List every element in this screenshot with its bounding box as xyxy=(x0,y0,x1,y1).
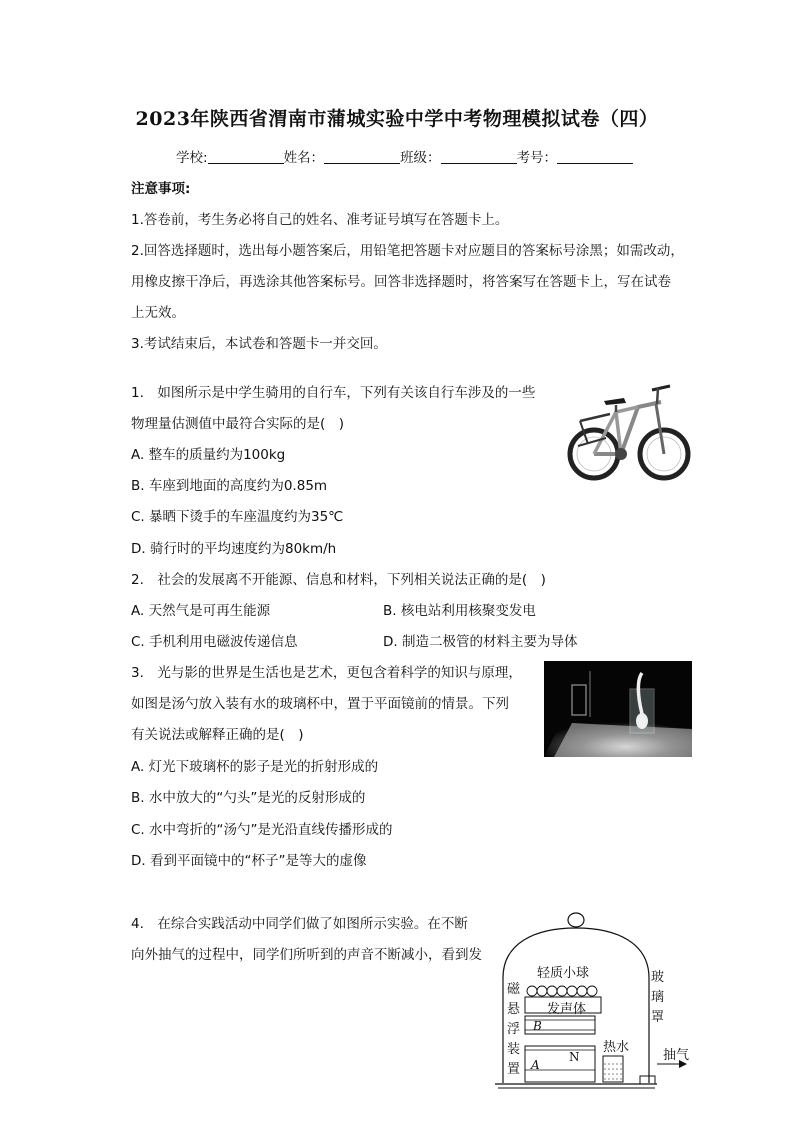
label-n: N xyxy=(569,1050,580,1064)
q3-option-d[interactable]: D. 看到平面镜中的“杯子”是等大的虚像 xyxy=(131,853,367,869)
notice-item-2-line-1: 2.回答选择题时，选出每小题答案后，用铅笔把答题卡对应题目的答案标号涂黑；如需改动， xyxy=(131,243,684,259)
q1-option-b[interactable]: B. 车座到地面的高度约为0.85m xyxy=(131,478,328,494)
exam-no-blank[interactable] xyxy=(557,149,633,164)
q3-option-b[interactable]: B. 水中放大的“勺头”是光的反射形成的 xyxy=(131,790,366,806)
q3-stem-line-1: 3. 光与影的世界是生活也是艺术，更包含着科学的知识与原理， xyxy=(131,665,522,681)
q3-stem-line-3: 有关说法或解释正确的是( ) xyxy=(131,727,304,743)
bicycle-image xyxy=(566,374,692,486)
notice-heading: 注意事项: xyxy=(131,181,191,197)
label-light-balls: 轻质小球 xyxy=(537,966,590,981)
q2-stem: 2. 社会的发展离不开能源、信息和材料，下列相关说法正确的是( ) xyxy=(131,572,546,588)
label-b: B xyxy=(533,1019,542,1033)
label-glass-cover-3: 罩 xyxy=(651,1010,665,1025)
label-maglev-5: 置 xyxy=(507,1062,521,1077)
q4-stem-line-2: 向外抽气的过程中，同学们所听到的声音不断减小，看到发 xyxy=(131,947,482,963)
label-glass-cover-1: 玻 xyxy=(651,970,665,985)
q1-option-c[interactable]: C. 暴晒下烫手的车座温度约为35℃ xyxy=(131,509,344,525)
q3-option-a[interactable]: A. 灯光下玻璃杯的影子是光的折射形成的 xyxy=(131,759,379,775)
q2-option-c[interactable]: C. 手机利用电磁波传递信息 xyxy=(131,634,298,650)
school-blank[interactable] xyxy=(208,149,284,164)
name-blank[interactable] xyxy=(324,149,400,164)
q2-option-b[interactable]: B. 核电站利用核聚变发电 xyxy=(383,603,536,619)
q4-stem-line-1: 4. 在综合实践活动中同学们做了如图所示实验。在不断 xyxy=(131,916,468,932)
notice-item-3: 3.考试结束后，本试卷和答题卡一并交回。 xyxy=(131,336,387,352)
q1-option-d[interactable]: D. 骑行时的平均速度约为80km/h xyxy=(131,541,337,557)
school-label: 学校: xyxy=(176,150,208,166)
label-sound-body: 发声体 xyxy=(547,1002,587,1017)
student-info-fields xyxy=(176,146,633,166)
q3-option-c[interactable]: C. 水中弯折的“汤勺”是光沿直线传播形成的 xyxy=(131,822,393,838)
bell-jar-diagram xyxy=(495,908,695,1093)
label-maglev-2: 悬 xyxy=(507,1002,521,1017)
notice-item-1: 1.答卷前，考生务必将自己的姓名、准考证号填写在答题卡上。 xyxy=(131,212,509,228)
glass-spoon-photo xyxy=(544,661,692,757)
page-title: 2023年陕西省渭南市蒲城实验中学中考物理模拟试卷（四） xyxy=(135,108,659,130)
label-hot-water: 热水 xyxy=(603,1040,630,1055)
label-a: A xyxy=(531,1058,540,1072)
class-blank[interactable] xyxy=(441,149,517,164)
class-label: 班级： xyxy=(400,150,441,166)
notice-item-2-line-3: 上无效。 xyxy=(131,305,185,321)
q2-option-a[interactable]: A. 天然气是可再生能源 xyxy=(131,603,271,619)
q2-option-d[interactable]: D. 制造二极管的材料主要为导体 xyxy=(383,634,578,650)
label-maglev-3: 浮 xyxy=(507,1022,521,1037)
exam-no-label: 考号： xyxy=(516,150,558,166)
q1-stem-line-1: 1. 如图所示是中学生骑用的自行车，下列有关该自行车涉及的一些 xyxy=(131,385,536,401)
name-label: 姓名： xyxy=(283,150,325,166)
q1-stem-line-2: 物理量估测值中最符合实际的是( ) xyxy=(131,416,345,432)
label-maglev-4: 装 xyxy=(507,1042,521,1057)
label-glass-cover-2: 璃 xyxy=(651,990,665,1005)
bell-jar-drawing xyxy=(495,908,695,1093)
q3-stem-line-2: 如图是汤勺放入装有水的玻璃杯中，置于平面镜前的情景。下列 xyxy=(131,696,509,712)
notice-item-2-line-2: 用橡皮擦干净后，再选涂其他答案标号。回答非选择题时，将答案写在答题卡上，写在试卷 xyxy=(131,274,671,290)
q1-option-a[interactable]: A. 整车的质量约为100kg xyxy=(131,447,286,463)
label-maglev-1: 磁 xyxy=(507,982,521,997)
label-pump-out: 抽气 xyxy=(663,1048,690,1063)
